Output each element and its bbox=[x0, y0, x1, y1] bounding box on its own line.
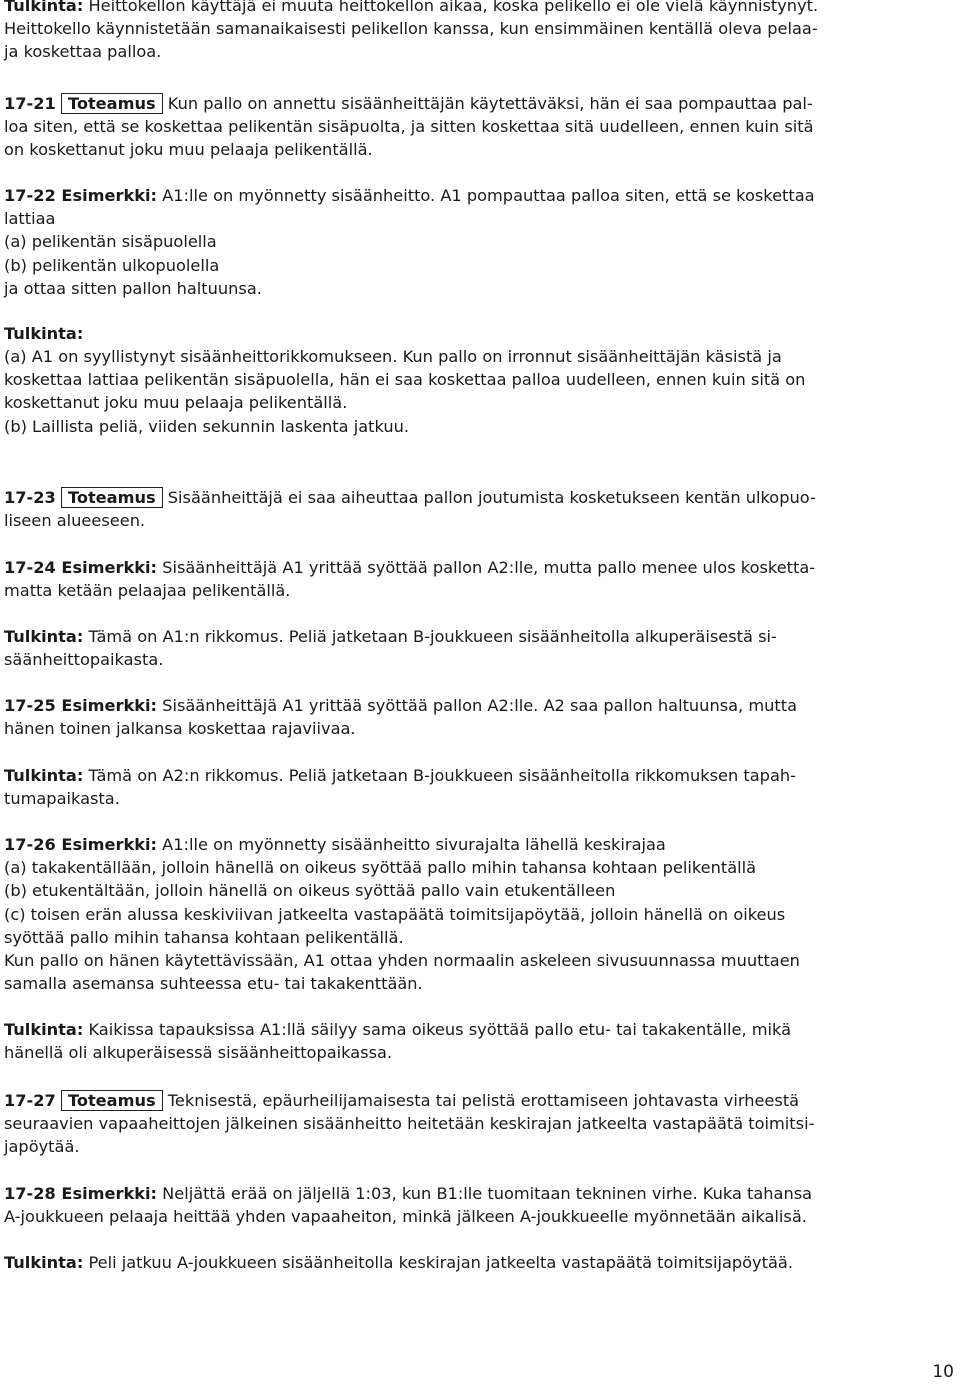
interpretation-label: Tulkinta: bbox=[4, 1020, 84, 1039]
rule-17-23 bbox=[4, 486, 816, 532]
interpretation-text: Kaikissa tapauksissa A1:llä säilyy sama oikeus syöttää pallo etu- tai takakentälle, mikä hänellä oli alkuperäisessä sisäänheittopaikassa. bbox=[4, 1020, 792, 1063]
example-heading: 17-25 Esimerkki: bbox=[4, 696, 158, 715]
example-text: A1:lle on myönnetty sisäänheitto. A1 pompauttaa palloa siten, että se koskettaa lattiaa (a) pelikentän sisäpuolella (b) pelikentän ulkopuolella ja ottaa sitten pallon haltuunsa. bbox=[4, 186, 815, 298]
interpretation-17-26 bbox=[4, 1018, 791, 1064]
interpretation-text: Tämä on A1:n rikkomus. Peliä jatketaan B-joukkueen sisäänheitolla alkuperäisestä si- säänheittopaikasta. bbox=[4, 627, 777, 670]
rule-text: Sisäänheittäjä ei saa aiheuttaa pallon joutumista kosketukseen kentän ulkopuo- liseen alueeseen. bbox=[4, 488, 816, 531]
example-heading: 17-28 Esimerkki: bbox=[4, 1184, 158, 1203]
interpretation-paragraph bbox=[4, 0, 818, 64]
example-text: Sisäänheittäjä A1 yrittää syöttää pallon A2:lle, mutta pallo menee ulos kosketta- matta ketään pelaajaa pelikentällä. bbox=[4, 558, 816, 601]
rule-text: Kun pallo on annettu sisäänheittäjän käytettäväksi, hän ei saa pompauttaa pal- loa siten, että se koskettaa pelikentän sisäpuolta, ja sitten koskettaa sitä uudelleen, ennen kuin sitä on koskettanut joku muu pelaaja pelikentällä. bbox=[4, 94, 814, 160]
statement-box: Toteamus bbox=[61, 93, 163, 114]
example-heading: 17-24 Esimerkki: bbox=[4, 558, 158, 577]
interpretation-17-24 bbox=[4, 625, 777, 671]
interpretation-text: Heittokellon käyttäjä ei muuta heittokellon aikaa, koska pelikello ei ole vielä käynnistynyt. Heittokello käynnistetään samanaikaisesti pelikellon kanssa, kun ensimmäinen kentällä oleva pelaa- ja koskettaa palloa. bbox=[4, 0, 819, 62]
rule-17-27 bbox=[4, 1089, 814, 1159]
example-17-22 bbox=[4, 184, 815, 300]
example-heading: 17-26 Esimerkki: bbox=[4, 835, 158, 854]
rule-number: 17-23 bbox=[4, 488, 56, 507]
example-17-24 bbox=[4, 556, 815, 602]
interpretation-text: (a) A1 on syyllistynyt sisäänheittorikkomukseen. Kun pallo on irronnut sisäänheittäjän käsistä ja koskettaa lattiaa pelikentän sisäpuolella, hän ei saa koskettaa palloa uudelleen, ennen kuin sitä on koskettanut joku muu pelaaja pelikentällä. (b) Laillista peliä, viiden sekunnin laskenta jatkuu. bbox=[4, 347, 806, 436]
example-heading: 17-22 Esimerkki: bbox=[4, 186, 158, 205]
example-text: A1:lle on myönnetty sisäänheitto sivurajalta lähellä keskirajaa (a) takakentällään, jolloin hänellä on oikeus syöttää pallo mihin tahansa kohtaan pelikentällä (b) etukentältään, jolloin hänellä on oikeus syöttää pallo vain etukentälleen (c) toisen erän alussa keskiviivan jatkeelta vastapäätä toimitsijapöytää, jolloin hänellä on oikeus syöttää pallo mihin tahansa kohtaan pelikentällä. Kun pallo on hänen käytettävissään, A1 ottaa yhden normaalin askeleen sivusuunnassa muuttaen samalla asemansa suhteessa etu- tai takakenttään. bbox=[4, 835, 800, 994]
example-17-28 bbox=[4, 1182, 812, 1228]
page-number: 10 bbox=[932, 1362, 954, 1382]
rule-text: Teknisestä, epäurheilijamaisesta tai pelistä erottamiseen johtavasta virheestä seuraavien vapaaheittojen jälkeinen sisäänheitto heitetään keskirajan jatkeelta vastapäätä toimitsi- japöytää. bbox=[4, 1091, 815, 1157]
statement-box: Toteamus bbox=[61, 487, 163, 508]
rule-17-21 bbox=[4, 92, 814, 162]
interpretation-17-25 bbox=[4, 764, 796, 810]
example-17-25 bbox=[4, 694, 797, 740]
interpretation-17-22-label bbox=[4, 322, 83, 345]
interpretation-17-22 bbox=[4, 345, 805, 438]
interpretation-label: Tulkinta: bbox=[4, 324, 84, 343]
interpretation-label: Tulkinta: bbox=[4, 766, 84, 785]
example-text: Neljättä erää on jäljellä 1:03, kun B1:lle tuomitaan tekninen virhe. Kuka tahansa A-joukkueen pelaaja heittää yhden vapaaheiton, minkä jälkeen A-joukkueelle myönnetään aikalisä. bbox=[4, 1184, 813, 1227]
rule-number: 17-21 bbox=[4, 94, 56, 113]
example-text: Sisäänheittäjä A1 yrittää syöttää pallon A2:lle. A2 saa pallon haltuunsa, mutta hänen toinen jalkansa koskettaa rajaviivaa. bbox=[4, 696, 797, 739]
interpretation-label: Tulkinta: bbox=[4, 0, 84, 15]
interpretation-label: Tulkinta: bbox=[4, 627, 84, 646]
statement-box: Toteamus bbox=[61, 1090, 163, 1111]
interpretation-text: Peli jatkuu A-joukkueen sisäänheitolla keskirajan jatkeelta vastapäätä toimitsijapöytää. bbox=[83, 1253, 793, 1272]
rule-number: 17-27 bbox=[4, 1091, 56, 1110]
interpretation-label: Tulkinta: bbox=[4, 1253, 84, 1272]
interpretation-text: Tämä on A2:n rikkomus. Peliä jatketaan B-joukkueen sisäänheitolla rikkomuksen tapah- tumapaikasta. bbox=[4, 766, 796, 809]
example-17-26 bbox=[4, 833, 800, 995]
interpretation-17-28 bbox=[4, 1251, 793, 1274]
